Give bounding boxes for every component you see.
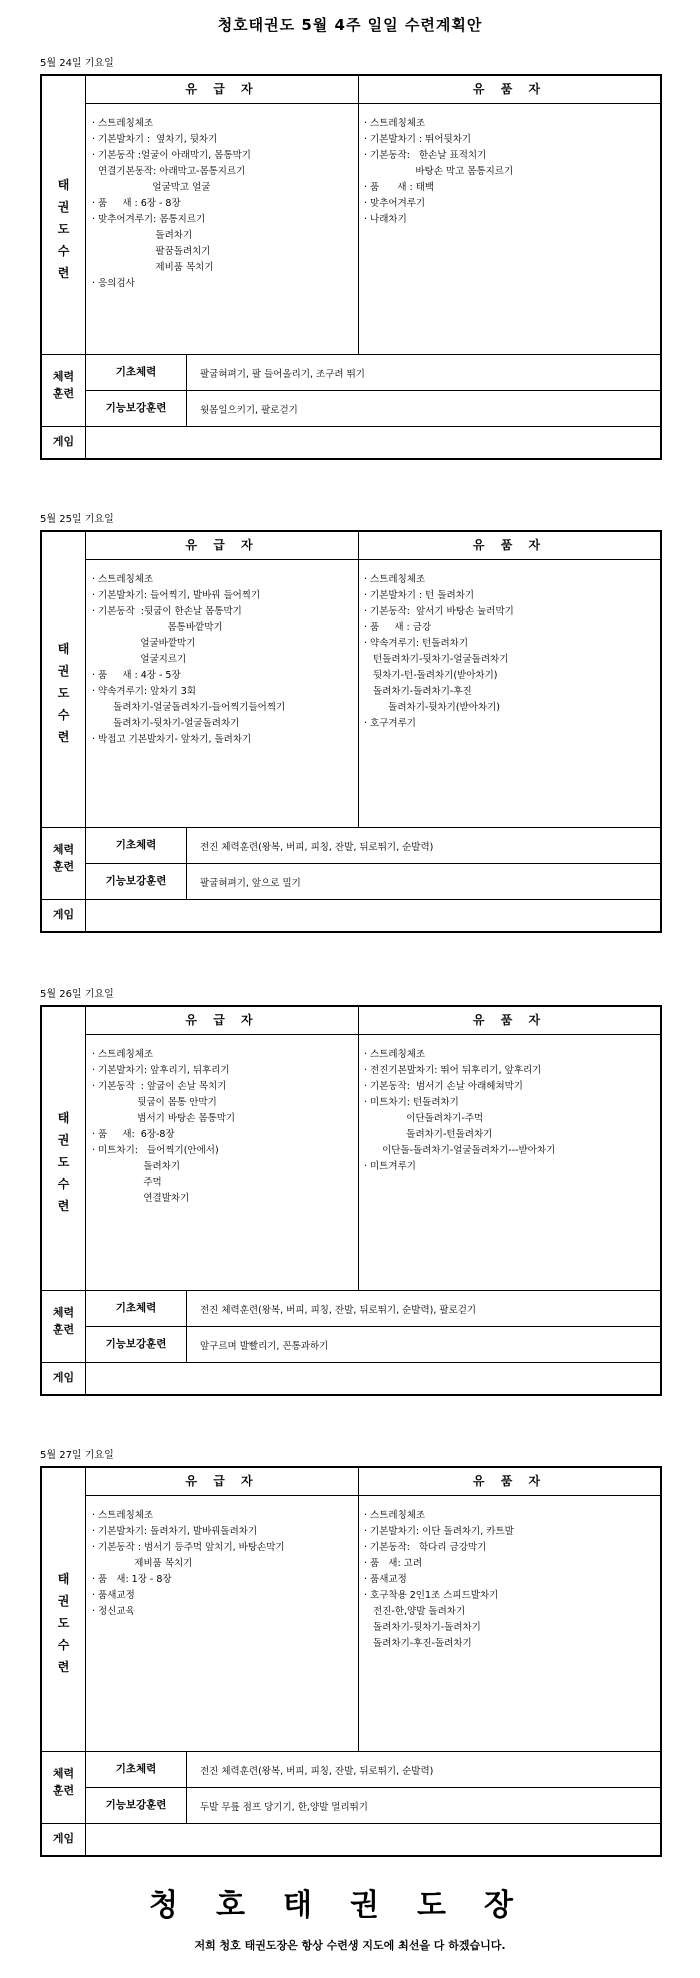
taekwondo-training-label: 태 권 도 수 련 (57, 642, 70, 744)
divider (42, 1823, 660, 1824)
game-label: 게임 (52, 908, 75, 921)
fitness-training-label: 체력 훈련 (52, 1306, 75, 1336)
junior-plan-line: · 기본동작 : 앞굽이 손날 목치기 (92, 1081, 227, 1092)
senior-plan-line: · 맞추어겨루기 (364, 198, 426, 209)
junior-plan (92, 1508, 285, 1620)
function-training-text: 두발 무릎 점프 당기기, 한,양발 멀리뛰기 (200, 1802, 368, 1813)
day-date-label: 5월 25일 기요일 (40, 514, 114, 525)
daily-plan-table (40, 530, 662, 933)
junior-plan-line: · 기본동작 :얼굴이 아래막기, 몸통막기 (92, 150, 251, 161)
senior-plan-line: · 품 새 : 태백 (364, 182, 435, 193)
senior-plan-line: · 호구착용 2인1조 스피드발차기 (364, 1590, 499, 1601)
basic-fitness-text: 전진 체력훈련(왕복, 버피, 피칭, 잔발, 뒤로뛰기, 순발력), 팔로걷기 (200, 1305, 477, 1316)
junior-plan-line: · 응의검사 (92, 278, 135, 289)
junior-plan-line: 제비품 목치기 (92, 262, 214, 273)
senior-plan-line: · 품새교정 (364, 1574, 407, 1585)
senior-plan-line: 돌려차기-뒷차기(받아차기) (364, 702, 500, 713)
junior-header: 유 급 자 (86, 532, 359, 559)
senior-plan-line: 돌려차기-돌려차기-후진 (364, 686, 472, 697)
junior-plan-line: · 박접고 기본발차기- 앞차기, 돌려차기 (92, 734, 252, 745)
junior-plan-line: 뒷굽이 몸통 안막기 (92, 1097, 217, 1108)
senior-plan-line: 돌려차기-턴돌려차기 (364, 1129, 493, 1140)
fitness-training-label: 체력 훈련 (52, 370, 75, 400)
senior-header: 유 품 자 (472, 1013, 547, 1027)
senior-plan-line: · 품 새: 고려 (364, 1558, 423, 1569)
senior-plan-line: 전진-한,양발 돌려차기 (364, 1606, 466, 1617)
fitness-training-label: 체력 훈련 (52, 1767, 75, 1797)
function-training-label: 기능보강훈련 (86, 1326, 187, 1362)
function-training-label: 기능보강훈련 (86, 1787, 187, 1823)
senior-plan-line: · 미트차기: 턴돌려차기 (364, 1097, 459, 1108)
junior-plan-line: · 스트레칭체조 (92, 118, 154, 129)
junior-plan (92, 1047, 235, 1207)
senior-plan-line: · 기본동작: 범서기 손날 아래헤쳐막기 (364, 1081, 523, 1092)
senior-plan-line: · 기본발차기: 이단 돌려차기, 카트발 (364, 1526, 514, 1537)
level-header-row (86, 76, 660, 104)
game-label: 게임 (52, 1371, 75, 1384)
function-training-text: 팔굽혀펴기, 앞으로 밀기 (200, 878, 301, 889)
senior-plan-line: 돌려차기-뒷차기-돌려차기 (364, 1622, 481, 1633)
basic-fitness-label: 기초체력 (86, 827, 187, 863)
senior-plan (364, 572, 514, 732)
junior-plan-line: · 품 새 : 6장 - 8장 (92, 198, 181, 209)
junior-plan-line: 돌려차기 (92, 1161, 181, 1172)
junior-plan-line: · 정신교육 (92, 1606, 135, 1617)
senior-header: 유 품 자 (472, 82, 547, 96)
senior-plan-line: 이단돌-돌려차기-얼굴돌려차기---받아차기 (364, 1145, 556, 1156)
column-divider (358, 1007, 359, 1290)
game-label: 게임 (52, 435, 75, 448)
senior-plan-line: · 스트레칭체조 (364, 574, 426, 585)
junior-plan (92, 116, 251, 292)
function-training-label: 기능보강훈련 (86, 863, 187, 899)
senior-plan-line: · 나래차기 (364, 214, 407, 225)
junior-plan-line: · 기본동작 : 범서기 등주먹 앞치기, 바탕손막기 (92, 1542, 285, 1553)
basic-fitness-label: 기초체력 (86, 1751, 187, 1787)
taekwondo-training-label: 태 권 도 수 련 (57, 177, 70, 280)
senior-plan-line: · 약속겨루기: 턴돌려차기 (364, 638, 469, 649)
senior-plan-line: · 기본동작: 학다리 금강막기 (364, 1542, 487, 1553)
senior-plan-line: · 기본동작: 앞서기 바탕손 눌러막기 (364, 606, 514, 617)
column-divider (358, 1468, 359, 1751)
junior-plan-line: 돌려차기-얼굴돌려차기-들어찍기들어찍기 (92, 702, 286, 713)
junior-plan-line: 연결기본동작: 아래막고-몸통지르기 (92, 166, 246, 177)
junior-plan-line: 얼굴막고 얼굴 (92, 182, 211, 193)
daily-plan-table (40, 1005, 662, 1396)
junior-plan-line: · 맞추어겨루기: 몸통지르기 (92, 214, 206, 225)
function-training-label: 기능보강훈련 (86, 390, 187, 426)
function-training-text: 윗몸일으키기, 팔로걷기 (200, 405, 298, 416)
taekwondo-training-label: 태 권 도 수 련 (57, 1111, 70, 1213)
junior-plan-line: · 스트레칭체조 (92, 1049, 154, 1060)
junior-plan-line: · 기본발차기: 앞후리기, 뒤후리기 (92, 1065, 230, 1076)
divider (42, 899, 660, 900)
junior-plan-line: 범서기 바탕손 몸통막기 (92, 1113, 236, 1124)
junior-plan-line: · 약속겨루기: 앞차기 3회 (92, 686, 196, 697)
junior-plan-line: · 미트차기: 들어찍기(안에서) (92, 1145, 219, 1156)
column-divider (358, 76, 359, 354)
day-date-label: 5월 26일 기요일 (40, 989, 114, 1000)
senior-plan-line: 돌려차기-후진-돌려차기 (364, 1638, 472, 1649)
junior-plan (92, 572, 285, 748)
day-date-label: 5월 24일 기요일 (40, 58, 114, 69)
junior-plan-line: · 기본발차기: 돌려차기, 발바꿔돌려차기 (92, 1526, 258, 1537)
junior-header: 유 급 자 (86, 1007, 359, 1034)
senior-plan-line: 뒷차기-턴-돌려차기(받아차기) (364, 670, 498, 681)
senior-plan (364, 1508, 514, 1652)
junior-header: 유 급 자 (86, 1468, 359, 1495)
junior-plan-line: · 기본발차기: 들어찍기, 발바꿔 들어찍기 (92, 590, 261, 601)
level-header-row (86, 1007, 660, 1035)
junior-plan-line: 몸통바깥막기 (92, 622, 223, 633)
junior-plan-line: · 기본발차기 : 옆차기, 뒷차기 (92, 134, 218, 145)
junior-plan-line: · 품 새: 1장 - 8장 (92, 1574, 172, 1585)
junior-plan-line: 얼굴지르기 (92, 654, 187, 665)
junior-header: 유 급 자 (86, 76, 359, 103)
page-title: 청호태권도 5월 4주 일일 수련계획안 (217, 16, 483, 34)
senior-plan (364, 116, 513, 228)
function-training-text: 앞구르며 발빨리기, 꼰통과하기 (200, 1341, 329, 1352)
senior-plan-line: · 기본발차기 : 뛰어뒷차기 (364, 134, 472, 145)
column-divider (358, 532, 359, 827)
senior-header: 유 품 자 (472, 1474, 547, 1488)
divider (42, 426, 660, 427)
junior-plan-line: · 품 새: 6장-8장 (92, 1129, 175, 1140)
junior-plan-line: 돌려차기-뒷차기-얼굴돌려차기 (92, 718, 240, 729)
daily-plan-table (40, 74, 662, 460)
senior-plan (364, 1047, 555, 1175)
senior-plan-line: · 기본발차기 : 턴 돌려차기 (364, 590, 475, 601)
game-label: 게임 (52, 1832, 75, 1845)
senior-header: 유 품 자 (472, 538, 547, 552)
basic-fitness-text: 전진 체력훈련(왕복, 버피, 피칭, 잔발, 뒤로뛰기, 순발력) (200, 1766, 434, 1777)
senior-plan-line: · 스트레칭체조 (364, 1510, 426, 1521)
junior-plan-line: 얼굴바깥막기 (92, 638, 196, 649)
basic-fitness-text: 전진 체력훈련(왕복, 버피, 피칭, 잔발, 뒤로뛰기, 순발력) (200, 842, 434, 853)
senior-plan-line: · 품 새 : 금강 (364, 622, 432, 633)
senior-plan-line: · 전진기본발차기: 뛰어 뒤후리기, 앞후리기 (364, 1065, 542, 1076)
level-header-row (86, 1468, 660, 1496)
basic-fitness-label: 기초체력 (86, 354, 187, 390)
taekwondo-training-label: 태 권 도 수 련 (57, 1572, 70, 1674)
daily-plan-table (40, 1466, 662, 1857)
junior-plan-line: 연결발차기 (92, 1193, 190, 1204)
basic-fitness-text: 팔굽혀펴기, 팔 들어올리기, 조구려 뛰기 (200, 369, 365, 380)
senior-plan-line: 이단돌려차기-주먹 (364, 1113, 484, 1124)
junior-plan-line: · 스트레칭체조 (92, 574, 154, 585)
junior-plan-line: · 품새교정 (92, 1590, 135, 1601)
senior-plan-line: · 미트겨루기 (364, 1161, 416, 1172)
junior-plan-line: · 스트레칭체조 (92, 1510, 154, 1521)
fitness-training-label: 체력 훈련 (52, 843, 75, 873)
senior-plan-line: · 기본동작: 한손날 표적치기 (364, 150, 487, 161)
level-header-row (86, 532, 660, 560)
basic-fitness-label: 기초체력 (86, 1290, 187, 1326)
junior-plan-line: 돌려차기 (92, 230, 193, 241)
day-date-label: 5월 27일 기요일 (40, 1450, 114, 1461)
senior-plan-line: 턴돌려차기-뒷차기-얼굴돌려차기 (364, 654, 509, 665)
senior-plan-line: 바탕손 막고 몸통지르기 (364, 166, 514, 177)
junior-plan-line: 주먹 (92, 1177, 162, 1188)
junior-plan-line: 팔꿈돌려치기 (92, 246, 211, 257)
senior-plan-line: · 호구겨루기 (364, 718, 416, 729)
junior-plan-line: · 기본동작 :뒷굽이 한손날 몸통막기 (92, 606, 242, 617)
footer-tagline: 저희 청호 태권도장은 항상 수련생 지도에 최선을 다 하겠습니다. (194, 1939, 506, 1952)
junior-plan-line: 제비품 목치기 (92, 1558, 193, 1569)
footer-dojang-name: 청호태권도장 (149, 1888, 551, 1923)
junior-plan-line: · 품 새 : 4장 - 5장 (92, 670, 181, 681)
senior-plan-line: · 스트레칭체조 (364, 1049, 426, 1060)
senior-plan-line: · 스트레칭체조 (364, 118, 426, 129)
divider (42, 1362, 660, 1363)
